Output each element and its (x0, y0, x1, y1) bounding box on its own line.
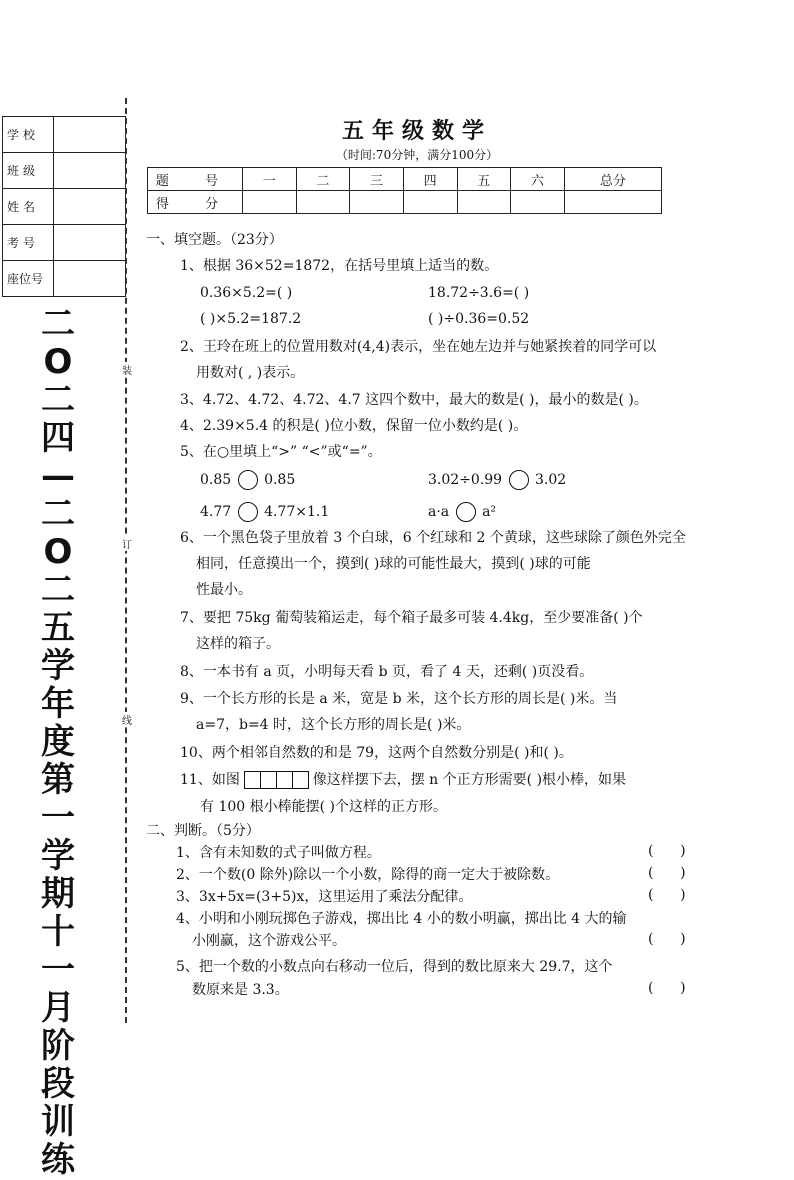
compare-circle[interactable] (456, 502, 476, 522)
score-cell[interactable] (511, 191, 565, 214)
judge-5-line2: 数原来是 3.3。 (192, 982, 289, 998)
score-cell[interactable] (457, 191, 511, 214)
answer-paren[interactable]: ( ) (648, 931, 686, 947)
answer-paren[interactable]: ( ) (648, 865, 686, 881)
question-1c: ( )×5.2=187.2 (200, 311, 302, 327)
vtitle-char: 度 (41, 722, 75, 762)
binding-dashed-line (125, 98, 127, 1023)
compare-right: 4.77×1.1 (264, 504, 330, 520)
compare-circle[interactable] (238, 470, 258, 490)
binding-mark: 线 (122, 712, 132, 727)
vtitle-char: 四 (41, 418, 75, 458)
vtitle-char: 年 (41, 684, 75, 724)
score-cell[interactable] (403, 191, 457, 214)
compare-right: 0.8̇5̇ (264, 472, 296, 488)
question-7-line2: 这样的箱子。 (196, 636, 280, 652)
question-10: 10、两个相邻自然数的和是 79，这两个自然数分别是( )和( )。 (180, 745, 573, 761)
question-1a: 0.36×5.2=( ) (200, 285, 293, 301)
question-6-line1: 6、一个黑色袋子里放着 3 个白球，6 个红球和 2 个黄球，这些球除了颜色外完全 (180, 530, 686, 546)
question-8: 8、一本书有 a 页，小明每天看 b 页，看了 4 天，还剩( )页没看。 (180, 664, 594, 680)
vtitle-char: 二 (41, 494, 75, 534)
vtitle-char: O (43, 342, 73, 382)
score-header-cell: 四 (403, 168, 457, 191)
judge-4-line1: 4、小明和小刚玩掷色子游戏，掷出比 4 小的数小明赢，掷出比 4 大的输 (176, 911, 627, 927)
score-header-cell: 题 号 (148, 168, 243, 191)
score-table (147, 167, 662, 214)
vtitle-char: 二 (41, 570, 75, 610)
question-9-line1: 9、一个长方形的长是 a 米，宽是 b 米，这个长方形的周长是( )米。当 (180, 691, 618, 707)
vtitle-char: 学 (41, 836, 75, 876)
vtitle-char: 五 (41, 608, 75, 648)
question-1d: ( )÷0.36=0.52 (428, 311, 530, 327)
judge-1: 1、含有未知数的式子叫做方程。 (176, 845, 381, 861)
question-11-suffix: 像这样摆下去，摆 n 个正方形需要( )根小棒，如果 (312, 772, 627, 788)
score-row-label: 得 分 (148, 191, 243, 214)
question-6-line2: 相同，任意摸出一个，摸到( )球的可能性最大，摸到( )球的可能 (196, 556, 591, 572)
compare-right: 3.02 (534, 472, 567, 488)
question-4: 4、2.39×5.4 的积是( )位小数，保留一位小数约是( )。 (180, 418, 528, 434)
compare-left: 3.02÷0.99 (428, 472, 503, 488)
question-1: 1、根据 36×52=1872，在括号里填上适当的数。 (180, 258, 499, 274)
compare-left: 0.85̇ (200, 472, 232, 488)
school-label: 学校 (3, 117, 54, 153)
answer-paren[interactable]: ( ) (648, 887, 686, 903)
question-9-line2: a=7，b=4 时，这个长方形的周长是( )米。 (196, 717, 471, 733)
question-11-prefix: 11、如图 (180, 772, 240, 788)
page-subtitle: （时间:70分钟，满分100分） (335, 148, 499, 162)
exam-number-label: 考号 (3, 225, 54, 261)
vtitle-char: 训 (41, 1102, 75, 1142)
vtitle-char: 十 (41, 912, 75, 952)
score-cell[interactable] (296, 191, 350, 214)
compare-item-b (428, 470, 566, 490)
seat-number-label: 座位号 (3, 261, 54, 297)
compare-left: 4.77 (200, 504, 232, 520)
vtitle-char: 二 (41, 304, 75, 344)
compare-item-c (200, 502, 329, 522)
question-11-line1 (180, 770, 626, 790)
compare-left: a·a (428, 504, 450, 520)
name-label: 姓名 (3, 189, 54, 225)
answer-paren[interactable]: ( ) (648, 843, 686, 859)
question-2-line2: 用数对( , )表示。 (196, 365, 305, 381)
score-header-cell: 一 (243, 168, 297, 191)
vtitle-char: — (41, 456, 75, 496)
judge-2: 2、一个数(0 除外)除以一个小数，除得的商一定大于被除数。 (176, 867, 560, 883)
section-1-heading: 一、填空题。（23分） (146, 232, 283, 248)
compare-item-a (200, 470, 295, 490)
page-title: 五年级数学 (341, 119, 492, 144)
vtitle-char: O (43, 532, 73, 572)
vtitle-char: 二 (41, 380, 75, 420)
question-11-line2: 有 100 根小棒能摆( )个这样的正方形。 (200, 799, 447, 815)
question-3: 3、4.72、4.7̇2̇、4.72̇、4.7 这四个数中，最大的数是( )，最小的数是( )。 (180, 392, 648, 408)
question-1b: 18.72÷3.6=( ) (428, 285, 530, 301)
score-header-cell: 五 (457, 168, 511, 191)
vtitle-char: 练 (41, 1140, 75, 1180)
seat-number-field[interactable] (54, 261, 126, 297)
judge-4-line2: 小刚赢，这个游戏公平。 (192, 933, 346, 949)
judge-5-line1: 5、把一个数的小数点向右移动一位后，得到的数比原来大 29.7，这个 (176, 959, 613, 975)
vertical-exam-title (36, 305, 80, 1179)
score-cell[interactable] (350, 191, 404, 214)
class-label: 班级 (3, 153, 54, 189)
compare-circle[interactable] (238, 502, 258, 522)
vtitle-char: 阶 (41, 1026, 75, 1066)
vtitle-char: 期 (41, 874, 75, 914)
vtitle-char: 学 (41, 646, 75, 686)
binding-mark: 装 (122, 362, 132, 377)
name-field[interactable] (54, 189, 126, 225)
compare-right: a² (482, 504, 497, 520)
vtitle-char: 第 (41, 760, 75, 800)
question-7-line1: 7、要把 75kg 葡萄装箱运走，每个箱子最多可装 4.4kg，至少要准备( )个 (180, 610, 643, 626)
score-header-cell: 总分 (564, 168, 661, 191)
binding-mark: 订 (122, 536, 132, 551)
score-header-cell: 三 (350, 168, 404, 191)
score-cell[interactable] (243, 191, 297, 214)
question-2-line1: 2、王玲在班上的位置用数对(4,4)表示，坐在她左边并与她紧挨着的同学可以 (180, 339, 657, 355)
answer-paren[interactable]: ( ) (648, 980, 686, 996)
vtitle-char: 月 (41, 988, 75, 1028)
compare-circle[interactable] (509, 470, 529, 490)
vtitle-char: 一 (41, 798, 75, 838)
question-6-line3: 性最小。 (196, 582, 252, 598)
vtitle-char: 一 (41, 950, 75, 990)
section-2-heading: 二、判断。（5分） (146, 823, 260, 839)
score-header-cell: 二 (296, 168, 350, 191)
vtitle-char: 段 (41, 1064, 75, 1104)
compare-item-d (428, 502, 496, 522)
judge-3: 3、3x+5x=(3+5)x，这里运用了乘法分配律。 (176, 889, 473, 905)
score-cell[interactable] (564, 191, 661, 214)
matchstick-squares-figure (244, 772, 308, 788)
question-5: 5、在○里填上“>” “<”或“=”。 (180, 444, 382, 460)
score-header-cell: 六 (511, 168, 565, 191)
exam-number-field[interactable] (54, 225, 126, 261)
